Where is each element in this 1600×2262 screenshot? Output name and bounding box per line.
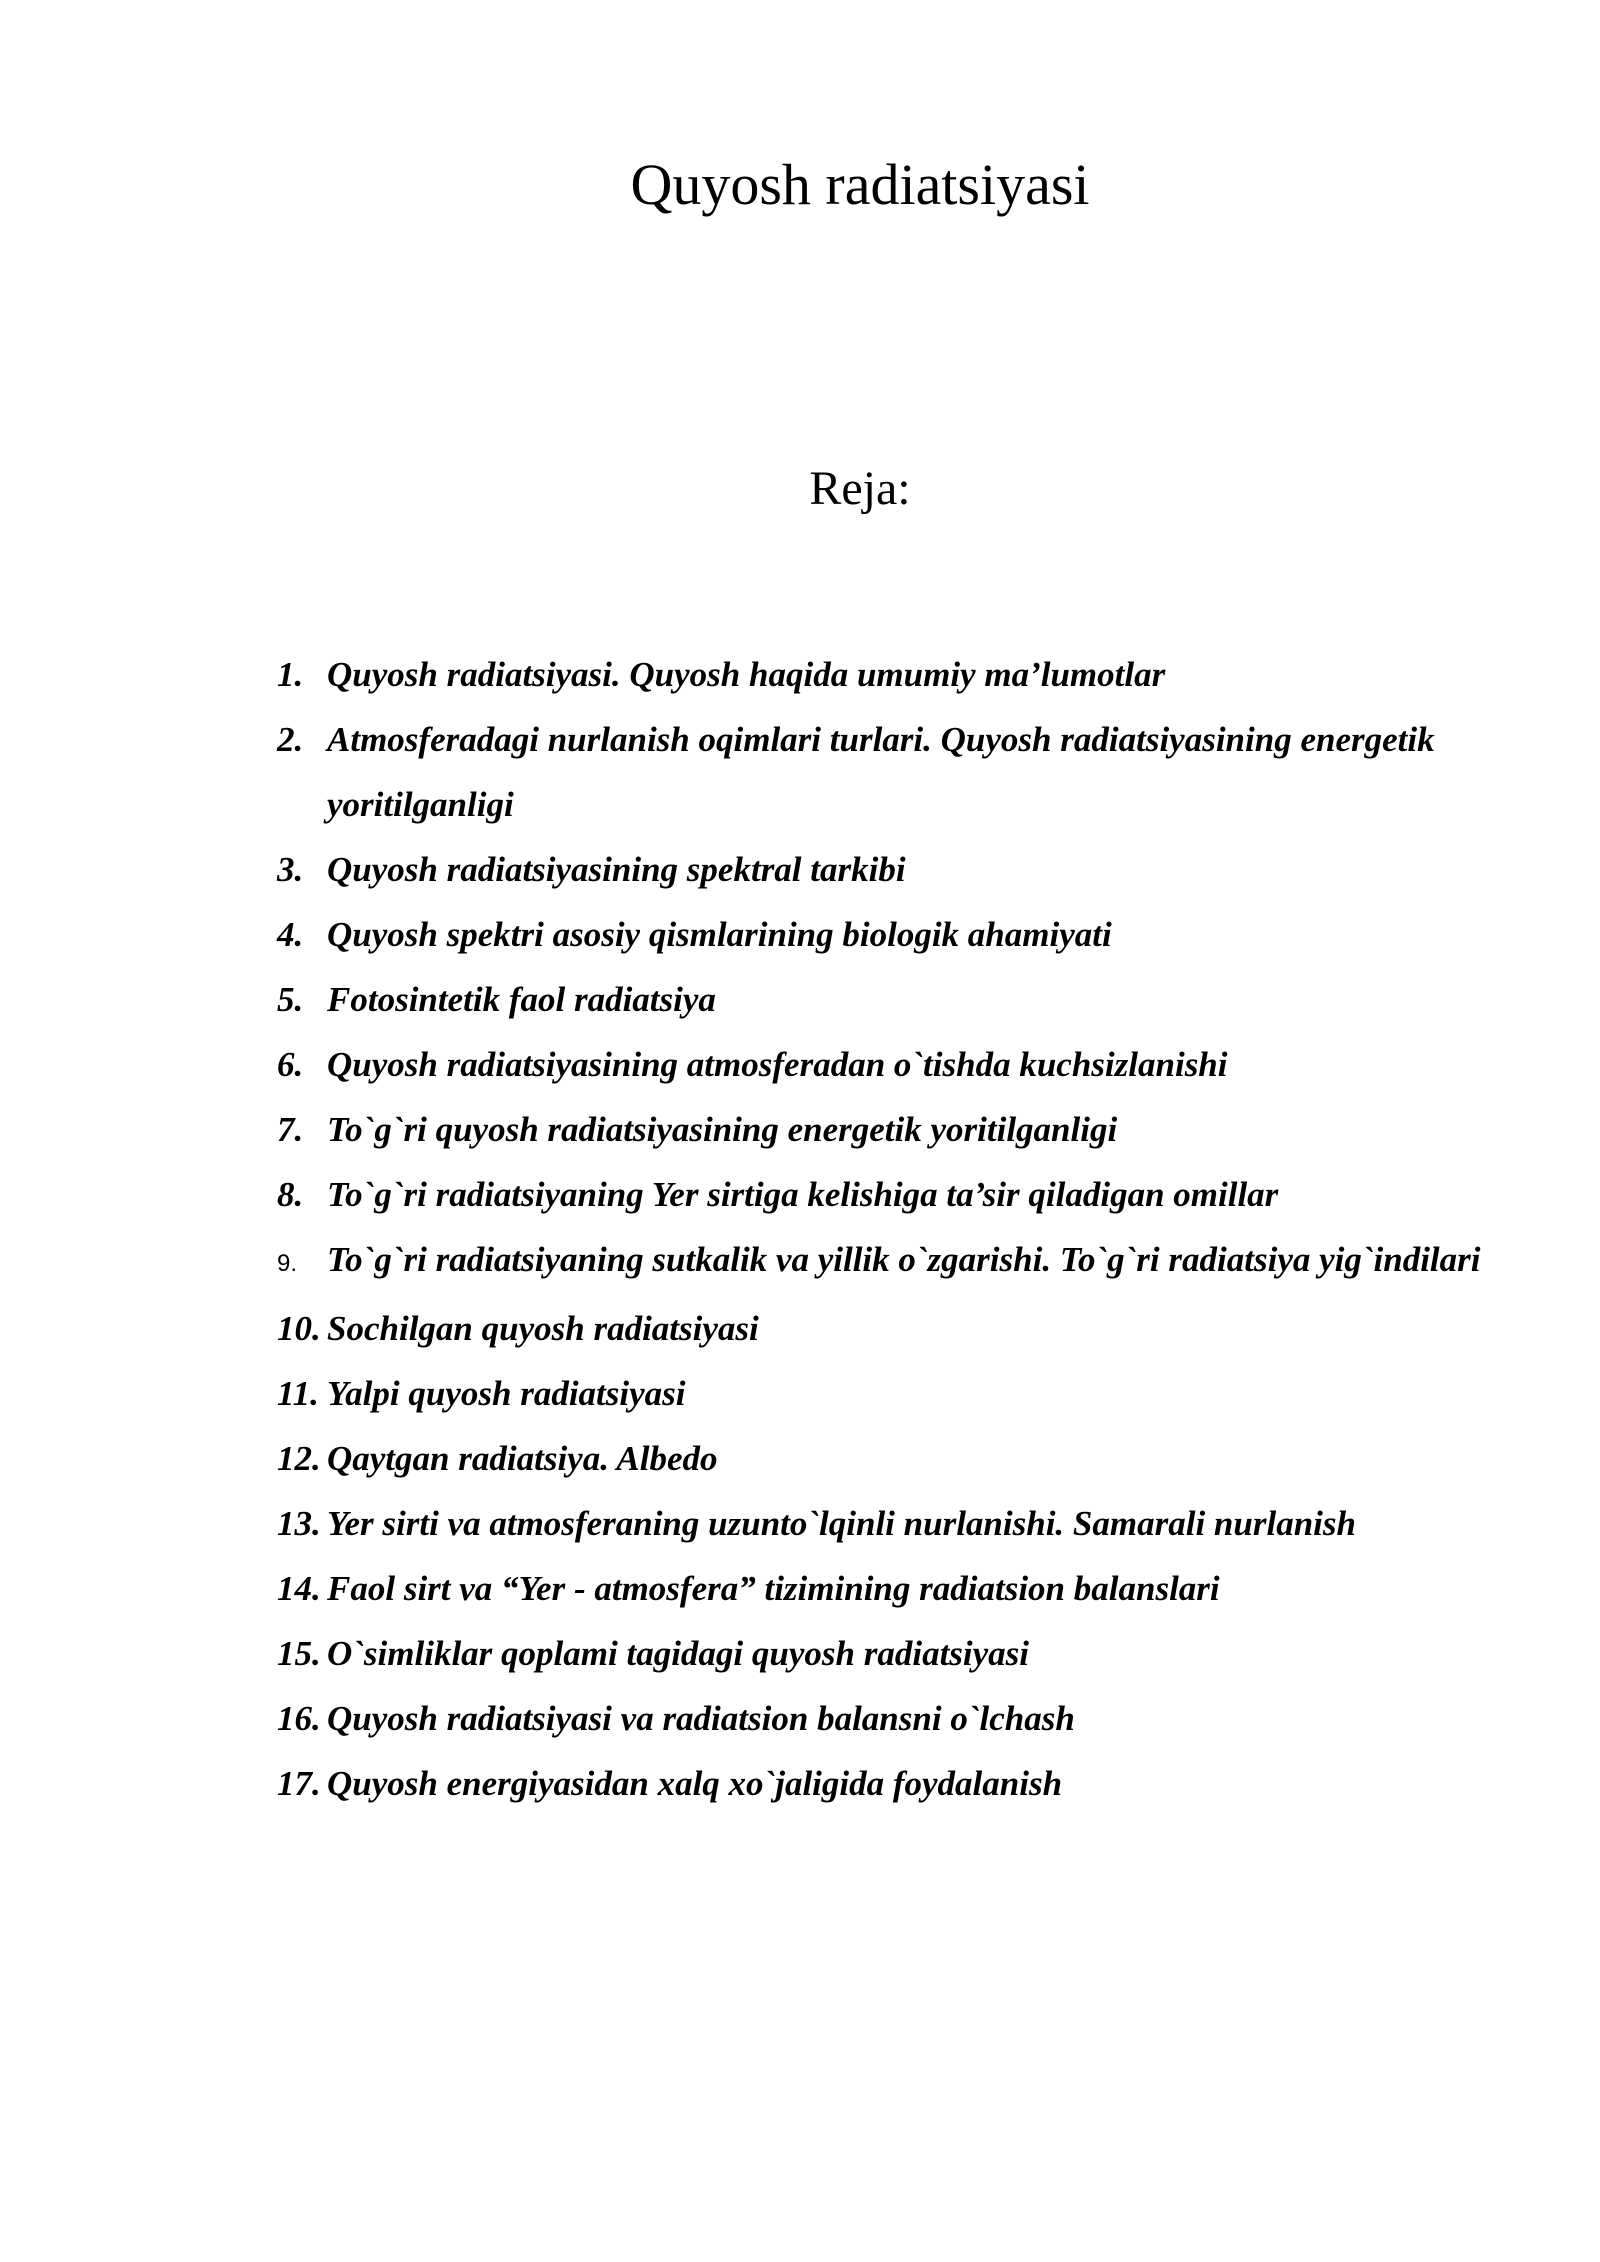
plan-item-text: Qaytgan radiatsiya. Albedo [327, 1439, 718, 1478]
plan-item-text: Quyosh energiyasidan xalq xo`jaligida foydalanish [327, 1764, 1063, 1803]
plan-item-number: 14. [277, 1569, 321, 1608]
plan-item-number: 13. [277, 1504, 321, 1543]
plan-item-number: 3. [277, 850, 304, 889]
plan-item-number: 10. [277, 1309, 321, 1348]
plan-item-12 [277, 1426, 1517, 1491]
plan-item-number: 9. [277, 1250, 298, 1277]
plan-item-4 [277, 902, 1517, 967]
plan-item-16 [277, 1686, 1517, 1751]
plan-item-number: 4. [277, 915, 304, 954]
plan-item-1 [277, 642, 1517, 707]
plan-item-text: Quyosh radiatsiyasi. Quyosh haqida umumiy ma’lumotlar [327, 655, 1166, 694]
plan-item-number: 8. [277, 1175, 304, 1214]
plan-item-text: Quyosh radiatsiyasining atmosferadan o`tishda kuchsizlanishi [327, 1045, 1228, 1084]
plan-item-17 [277, 1751, 1517, 1816]
plan-item-number: 12. [277, 1439, 321, 1478]
plan-item-3 [277, 837, 1517, 902]
plan-item-11 [277, 1361, 1517, 1426]
plan-item-text: To`g`ri radiatsiyaning Yer sirtiga kelishiga ta’sir qiladigan omillar [327, 1175, 1279, 1214]
plan-item-number: 11. [277, 1374, 319, 1413]
plan-heading: Reja: [809, 462, 911, 515]
plan-item-number: 7. [277, 1110, 304, 1149]
plan-item-number: 6. [277, 1045, 304, 1084]
plan-item-text: Sochilgan quyosh radiatsiyasi [327, 1309, 759, 1348]
plan-item-text: Fotosintetik faol radiatsiya [327, 980, 716, 1019]
plan-item-8 [277, 1162, 1517, 1227]
plan-item-number: 17. [277, 1764, 321, 1803]
plan-item-13 [277, 1491, 1517, 1556]
plan-item-15 [277, 1621, 1517, 1686]
plan-item-text: Quyosh radiatsiyasi va radiatsion balansni o`lchash [327, 1699, 1075, 1738]
plan-item-text: Atmosferadagi nurlanish oqimlari turlari. Quyosh radiatsiyasining energetik yoritilganligi [327, 720, 1435, 824]
plan-item-number: 15. [277, 1634, 321, 1673]
plan-item-text: Quyosh spektri asosiy qismlarining biologik ahamiyati [327, 915, 1112, 954]
plan-item-6 [277, 1032, 1517, 1097]
document-title: Quyosh radiatsiyasi [630, 152, 1090, 217]
plan-item-number: 5. [277, 980, 304, 1019]
plan-item-text: Faol sirt va “Yer - atmosfera” tizimining radiatsion balanslari [327, 1569, 1220, 1608]
plan-item-5 [277, 967, 1517, 1032]
plan-item-text: To`g`ri radiatsiyaning sutkalik va yillik o`zgarishi. To`g`ri radiatsiya yig`indilari [327, 1240, 1481, 1279]
plan-item-14 [277, 1556, 1517, 1621]
plan-item-number: 1. [277, 655, 304, 694]
plan-item-7 [277, 1097, 1517, 1162]
plan-item-9 [277, 1227, 1517, 1296]
plan-item-number: 2. [277, 720, 304, 759]
plan-list [277, 642, 1517, 1816]
plan-item-text: O`simliklar qoplami tagidagi quyosh radiatsiyasi [327, 1634, 1030, 1673]
plan-item-2 [277, 707, 1517, 837]
plan-item-text: Quyosh radiatsiyasining spektral tarkibi [327, 850, 906, 889]
plan-item-number: 16. [277, 1699, 321, 1738]
plan-item-text: Yalpi quyosh radiatsiyasi [327, 1374, 686, 1413]
plan-item-10 [277, 1296, 1517, 1361]
plan-item-text: Yer sirti va atmosferaning uzunto`lqinli nurlanishi. Samarali nurlanish [327, 1504, 1356, 1543]
plan-item-text: To`g`ri quyosh radiatsiyasining energetik yoritilganligi [327, 1110, 1118, 1149]
